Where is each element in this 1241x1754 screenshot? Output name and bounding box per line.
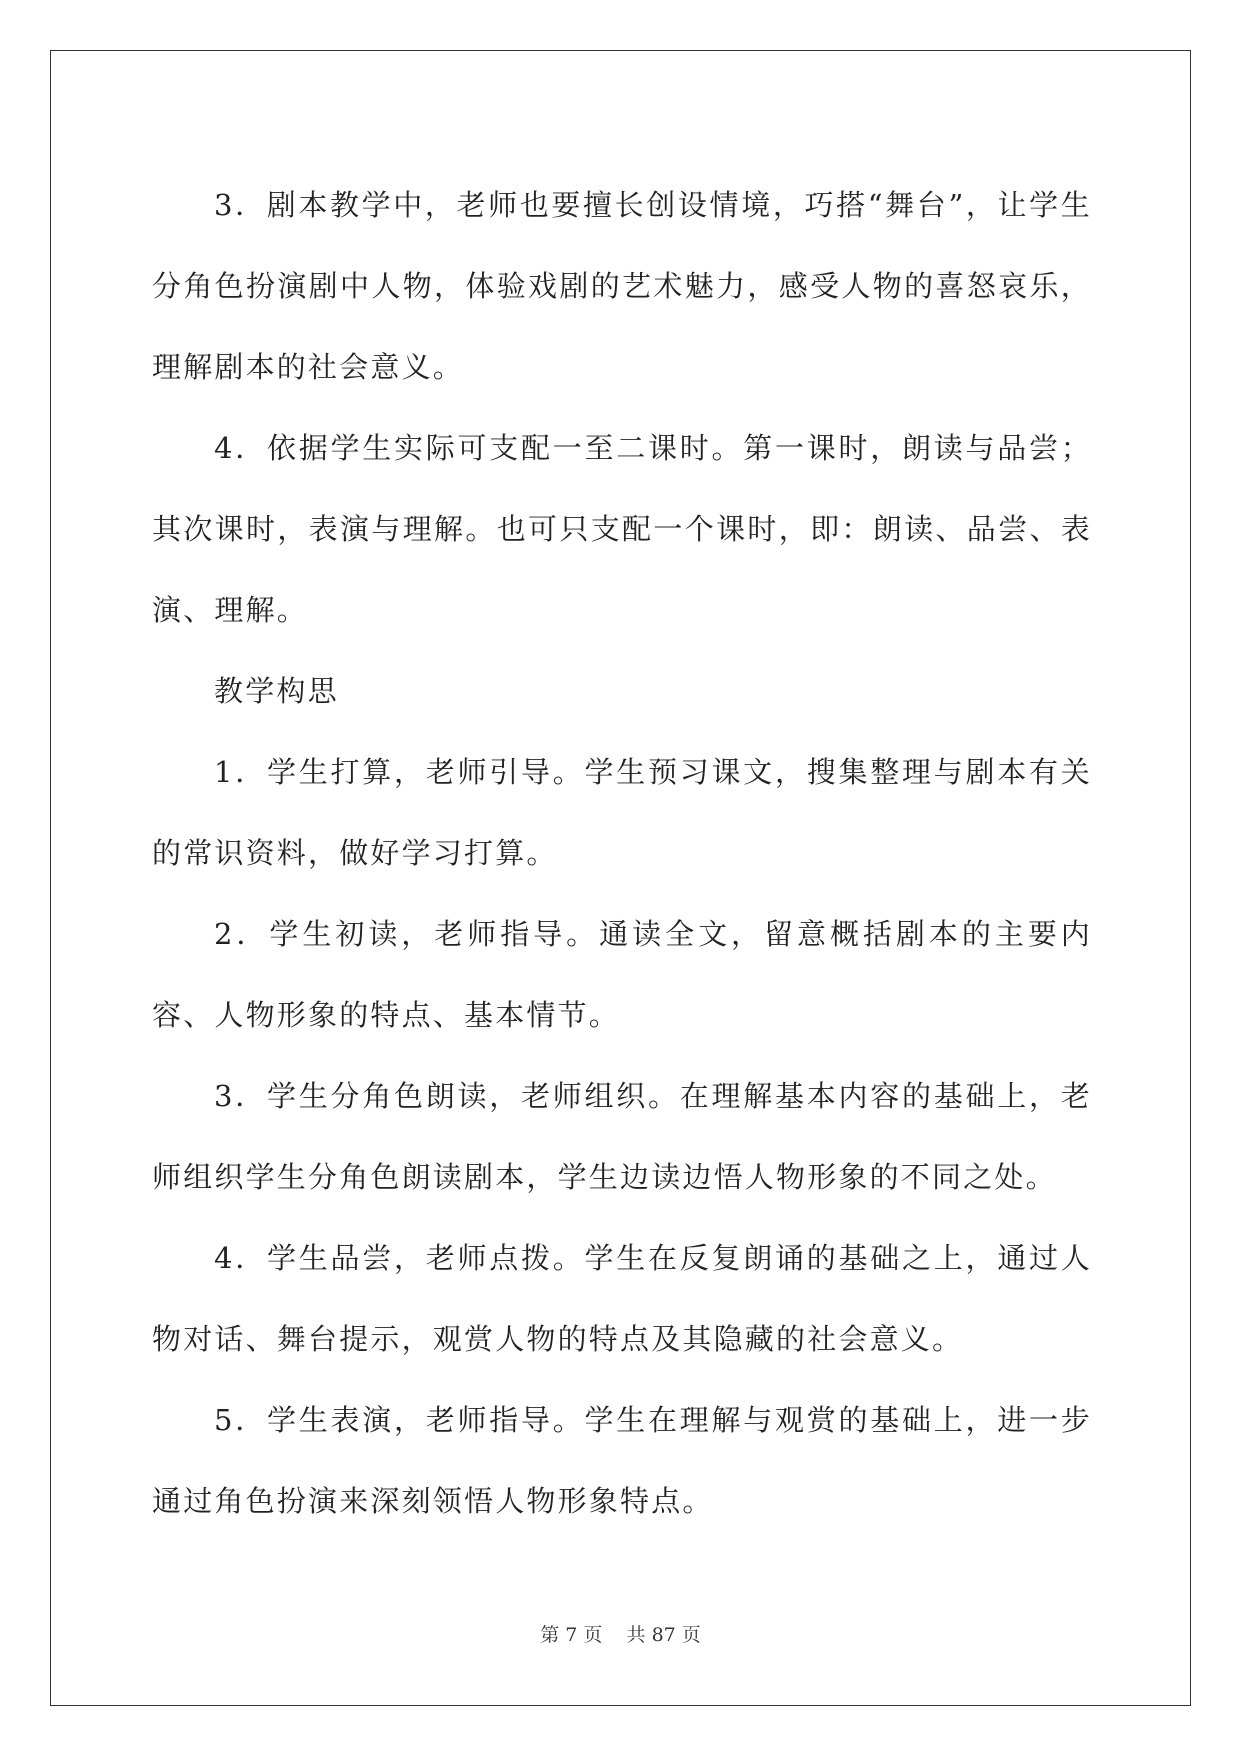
- document-body: [152, 165, 1092, 1542]
- paragraph: 4．依据学生实际可支配一至二课时。第一课时，朗读与品尝；其次课时，表演与理解。也可只支配一个课时，即：朗读、品尝、表演、理解。: [152, 431, 1092, 627]
- step-paragraph: 3．学生分角色朗读，老师组织。在理解基本内容的基础上，老师组织学生分角色朗读剧本，学生边读边悟人物形象的不同之处。: [152, 1079, 1092, 1194]
- page-footer: 第 7 页 共 87 页: [540, 1624, 701, 1646]
- step-paragraph: 2．学生初读，老师指导。通读全文，留意概括剧本的主要内容、人物形象的特点、基本情节。: [152, 917, 1092, 1032]
- step-paragraph: 4．学生品尝，老师点拨。学生在反复朗诵的基础之上，通过人物对话、舞台提示，观赏人物的特点及其隐藏的社会意义。: [152, 1241, 1092, 1356]
- step-paragraph: 5．学生表演，老师指导。学生在理解与观赏的基础上，进一步通过角色扮演来深刻领悟人物形象特点。: [152, 1403, 1092, 1518]
- paragraph: 3．剧本教学中，老师也要擅长创设情境，巧搭“舞台”，让学生分角色扮演剧中人物，体验戏剧的艺术魅力，感受人物的喜怒哀乐，理解剧本的社会意义。: [152, 188, 1092, 384]
- section-heading: 教学构思: [214, 674, 339, 708]
- step-paragraph: 1．学生打算，老师引导。学生预习课文，搜集整理与剧本有关的常识资料，做好学习打算。: [152, 755, 1092, 870]
